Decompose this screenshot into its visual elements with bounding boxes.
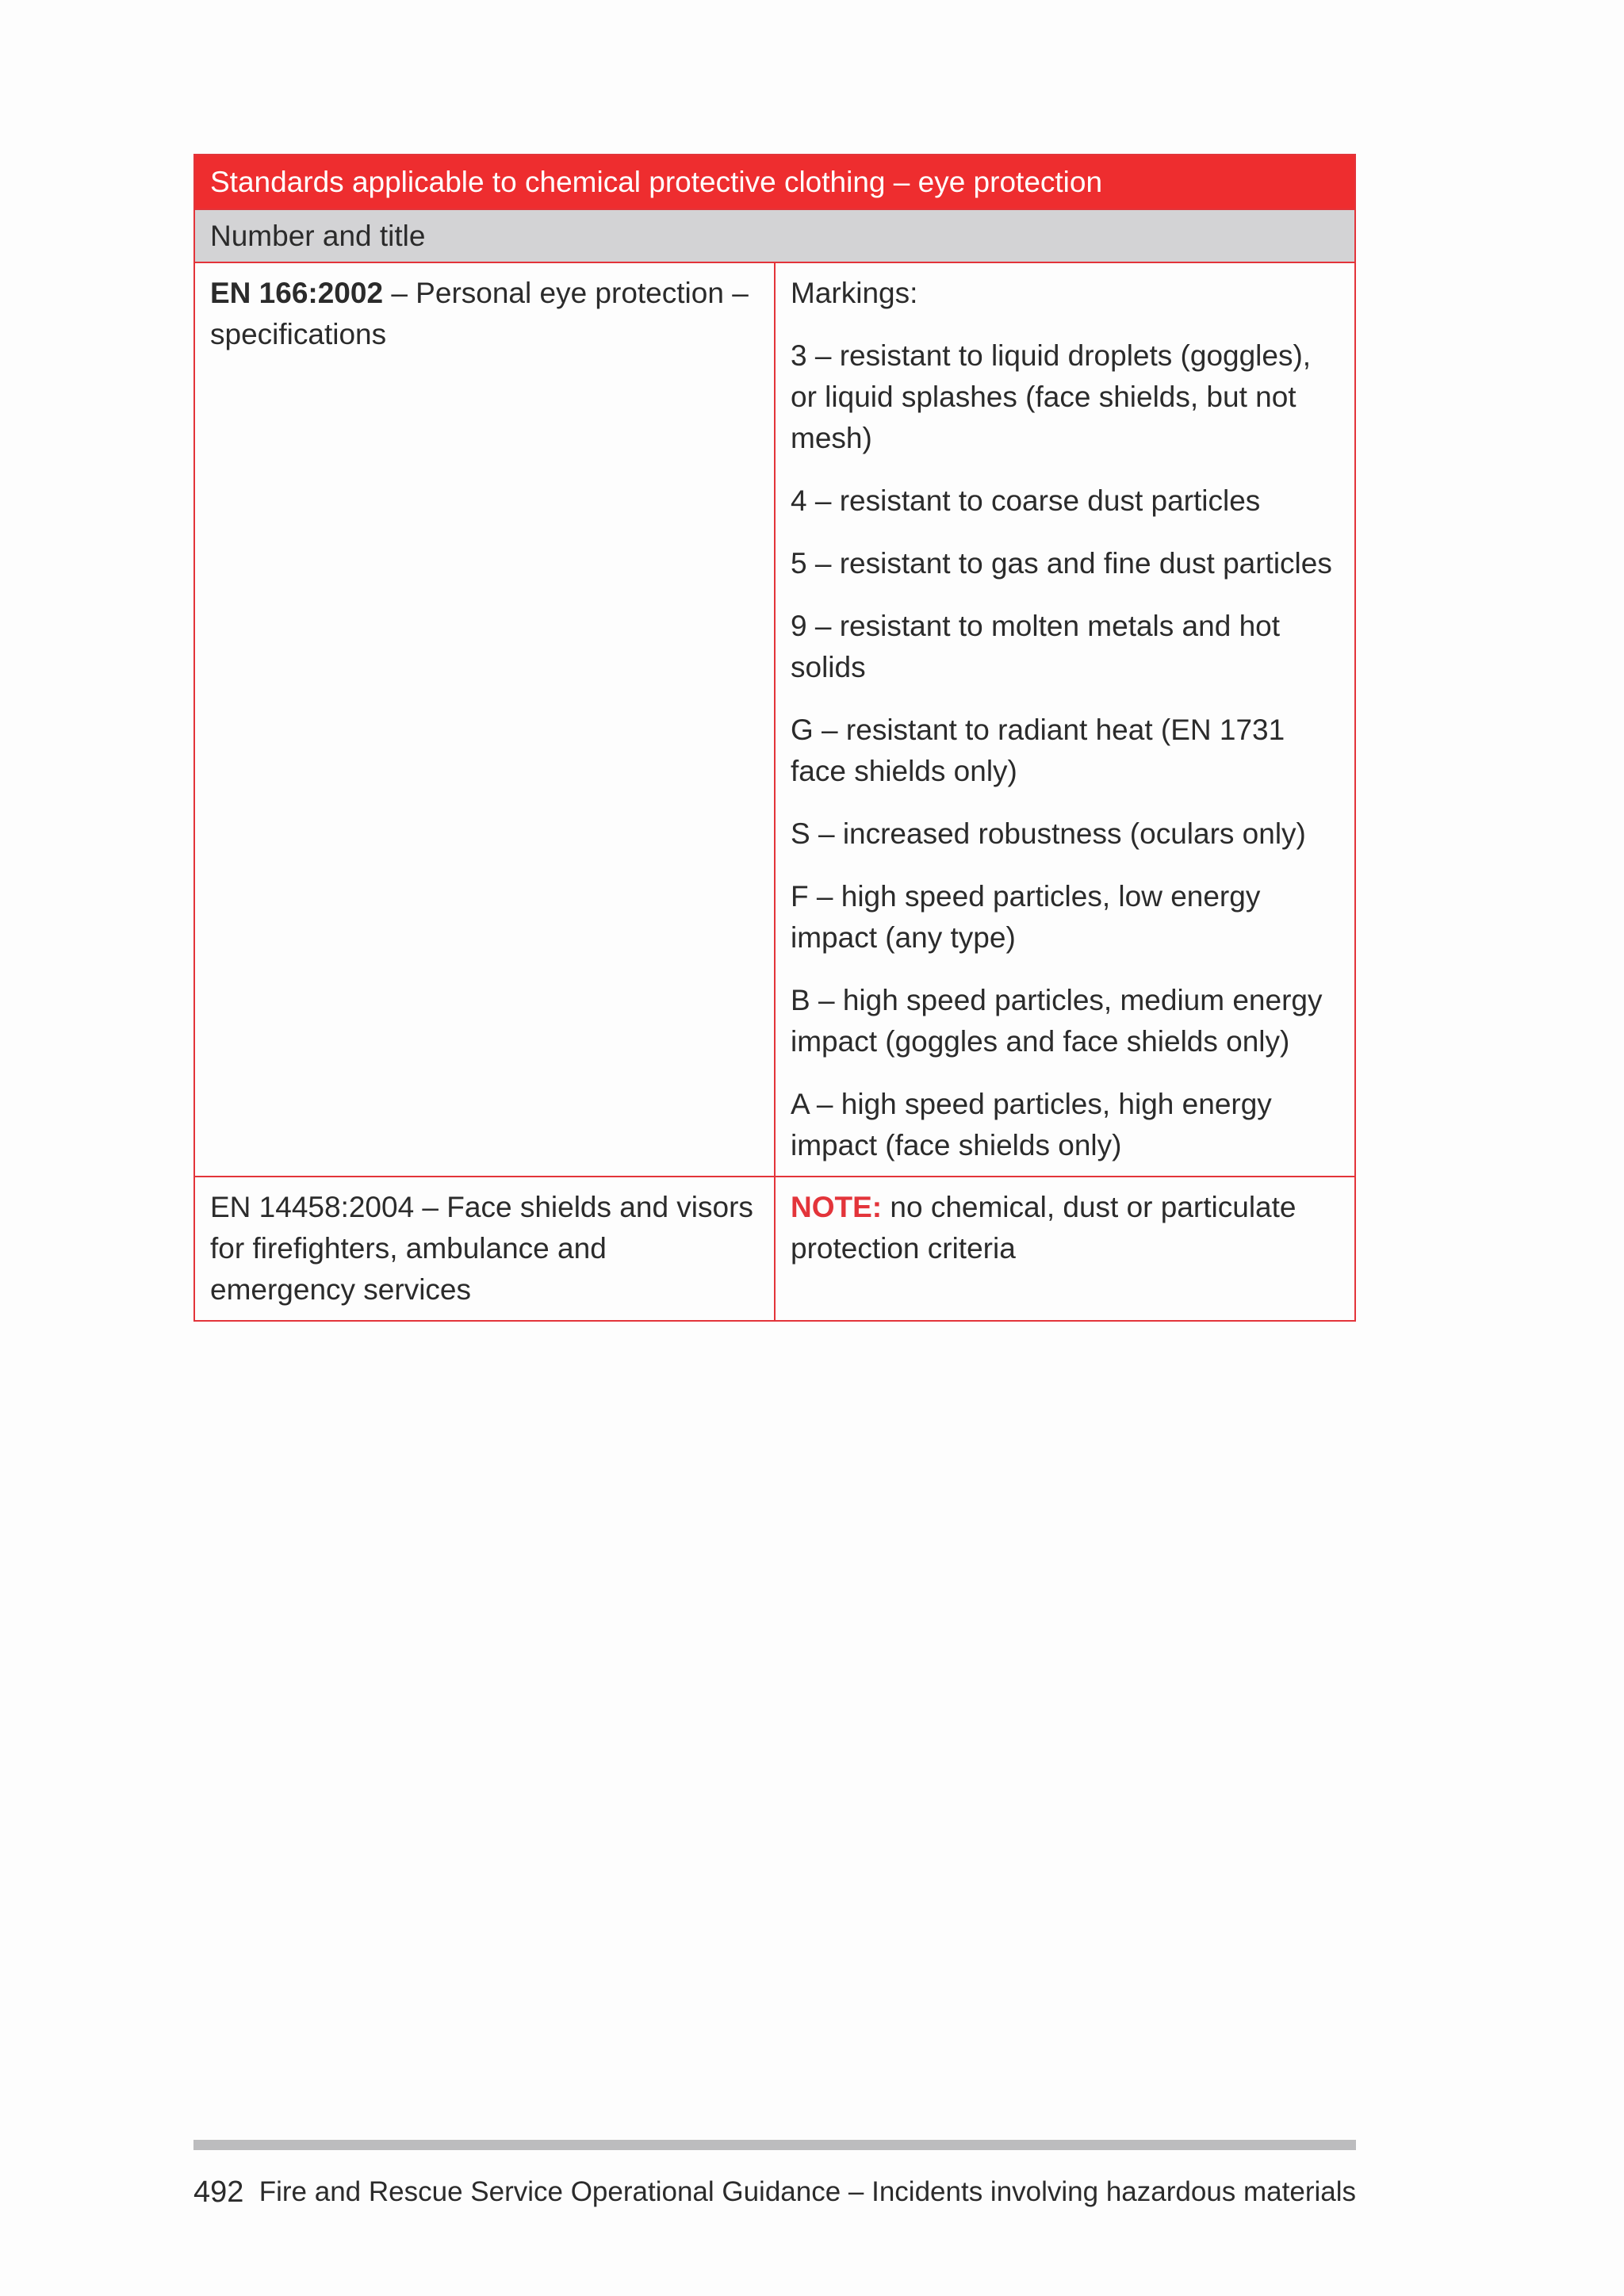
table-title-row: [194, 155, 1355, 209]
marking-item: A – high speed particles, high energy impact (face shields only): [791, 1088, 1272, 1161]
marking-item: 3 – resistant to liquid droplets (goggles), or liquid splashes (face shields, but not mesh): [791, 339, 1312, 454]
standard-code: EN 166:2002: [210, 277, 384, 309]
table-subheading-row: [194, 209, 1355, 262]
marking-item: F – high speed particles, low energy impact (any type): [791, 880, 1261, 954]
marking-item: 9 – resistant to molten metals and hot solids: [791, 610, 1281, 683]
table-row: [194, 1177, 1355, 1321]
table-title: Standards applicable to chemical protective clothing – eye protection: [194, 155, 1355, 209]
markings-heading: Markings:: [791, 277, 918, 309]
note-label: NOTE:: [791, 1191, 883, 1223]
marking-item: 5 – resistant to gas and fine dust particles: [791, 547, 1332, 580]
table-row: [194, 262, 1355, 1177]
footer-title: Fire and Rescue Service Operational Guidance – Incidents involving hazardous materials: [259, 2176, 1356, 2207]
standards-table: [193, 154, 1356, 1322]
page-number: 492: [193, 2175, 244, 2209]
note-text: no chemical, dust or particulate protection criteria: [791, 1191, 1297, 1265]
footer-divider: [193, 2140, 1356, 2150]
marking-item: B – high speed particles, medium energy impact (goggles and face shields only): [791, 984, 1323, 1058]
standard-cell: [194, 1177, 775, 1321]
table-subheading: Number and title: [194, 209, 1355, 262]
marking-item: G – resistant to radiant heat (EN 1731 face shields only): [791, 714, 1285, 787]
standard-cell: [194, 262, 775, 1177]
standard-title: – Personal eye protection – specifications: [210, 277, 749, 350]
page-footer: [193, 2172, 1356, 2212]
note-cell: [775, 1177, 1355, 1321]
marking-item: S – increased robustness (oculars only): [791, 817, 1306, 850]
marking-item: 4 – resistant to coarse dust particles: [791, 484, 1261, 517]
standard-text: EN 14458:2004 – Face shields and visors for firefighters, ambulance and emergency services: [210, 1191, 753, 1306]
markings-cell: [775, 262, 1355, 1177]
